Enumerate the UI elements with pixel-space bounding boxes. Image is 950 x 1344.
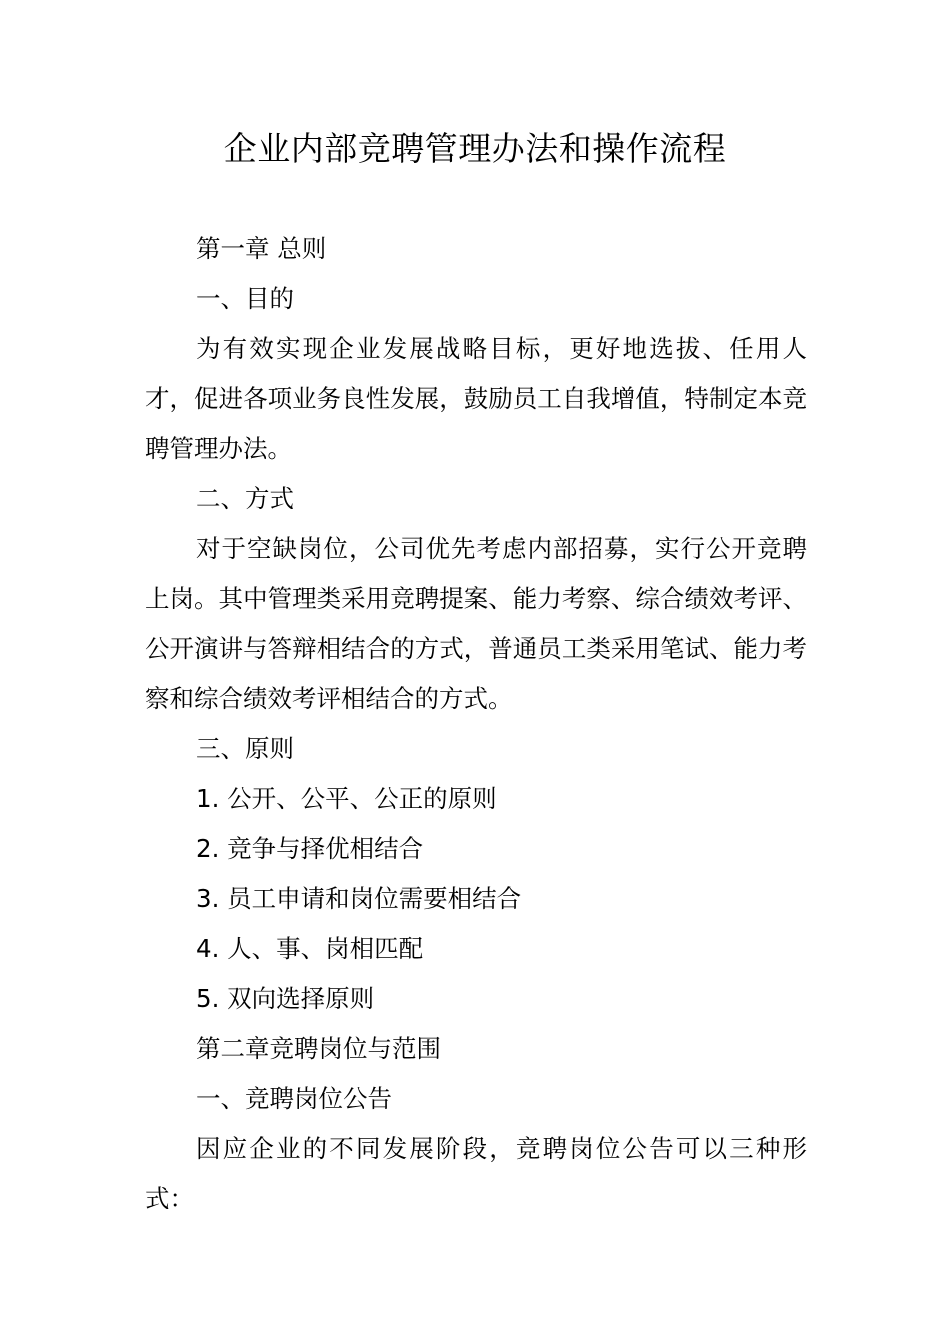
list-item: 3. 员工申请和岗位需要相结合 (196, 884, 522, 913)
chapter-heading: 第一章 总则 (196, 234, 327, 263)
paragraph: 为有效实现企业发展战略目标，更好地选拔、任用人才，促进各项业务良性发展，鼓励员工自我增值，特制定本竞聘管理办法。 (145, 334, 807, 463)
document-body (145, 224, 807, 1224)
list-item: 1. 公开、公平、公正的原则 (196, 784, 497, 813)
paragraph: 因应企业的不同发展阶段，竞聘岗位公告可以三种形式： (145, 1134, 807, 1213)
list-item: 5. 双向选择原则 (196, 984, 375, 1013)
list-item: 2. 竞争与择优相结合 (196, 834, 424, 863)
section-heading: 一、目的 (196, 284, 294, 313)
section-heading: 一、竞聘岗位公告 (196, 1084, 392, 1113)
paragraph: 对于空缺岗位，公司优先考虑内部招募，实行公开竞聘上岗。其中管理类采用竞聘提案、能力考察、综合绩效考评、公开演讲与答辩相结合的方式，普通员工类采用笔试、能力考察和综合绩效考评相结合的方式。 (145, 534, 807, 713)
chapter-heading: 第二章竞聘岗位与范围 (196, 1034, 441, 1063)
document-title: 企业内部竞聘管理办法和操作流程 (223, 129, 727, 168)
section-heading: 二、方式 (196, 484, 294, 513)
section-heading: 三、原则 (196, 734, 294, 763)
list-item: 4. 人、事、岗相匹配 (196, 934, 424, 963)
